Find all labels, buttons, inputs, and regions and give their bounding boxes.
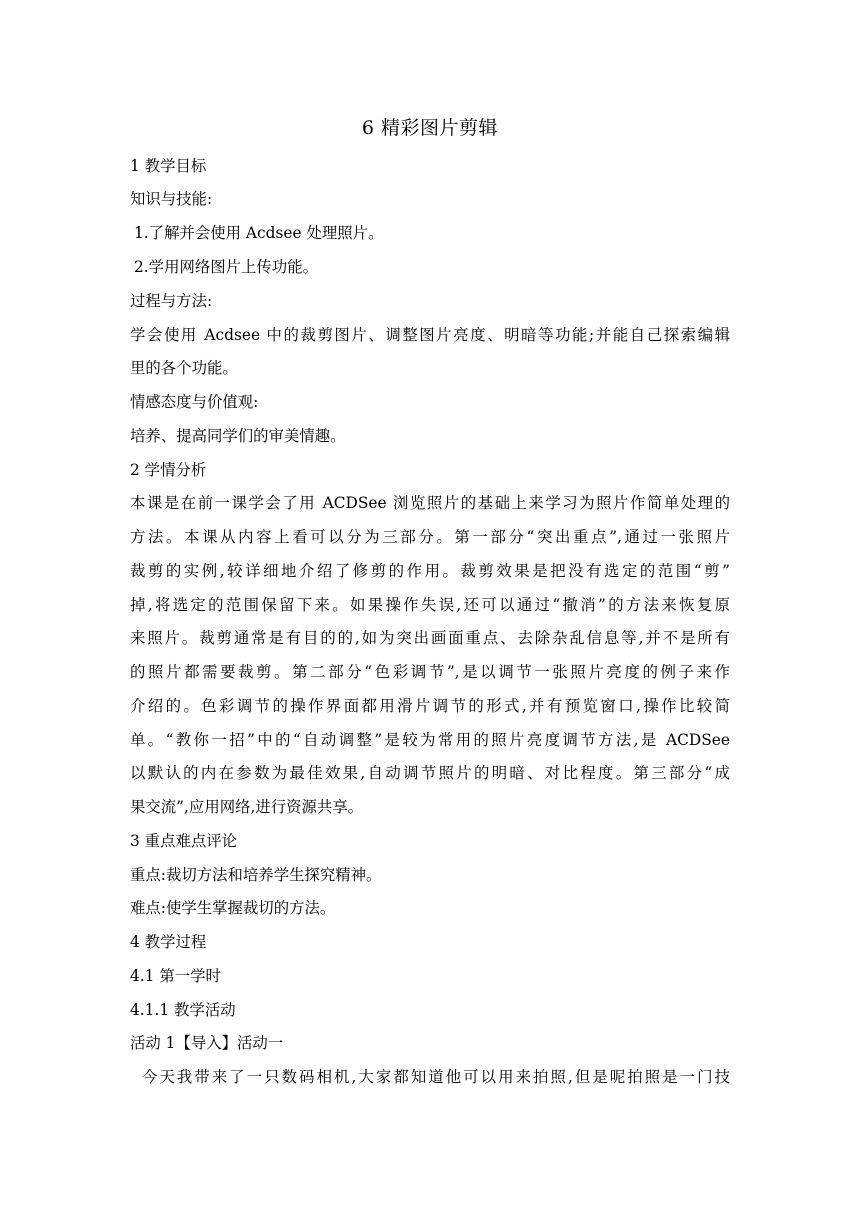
heading-teaching-process: 4 教学过程 — [130, 933, 207, 951]
difficulty-line: 难点:使学生掌握裁切的方法。 — [130, 899, 336, 917]
subheading-attitude-values: 情感态度与价值观: — [130, 393, 259, 411]
paragraph-line: 今天我带来了一只数码相机,大家都知道他可以用来拍照,但是呢拍照是一门技 — [142, 1068, 730, 1086]
heading-teaching-goals: 1 教学目标 — [130, 157, 207, 175]
heading-first-lesson: 4.1 第一学时 — [130, 967, 221, 985]
list-item-1: 1.了解并会使用 Acdsee 处理照片。 — [134, 224, 384, 242]
key-point-line: 重点:裁切方法和培养学生探究精神。 — [130, 866, 382, 884]
heading-teaching-activity: 4.1.1 教学活动 — [130, 1001, 236, 1019]
heading-student-analysis: 2 学情分析 — [130, 461, 207, 479]
paragraph-line: 来照片。裁剪通常是有目的的,如为突出画面重点、去除杂乱信息等,并不是所有 — [130, 629, 730, 647]
paragraph-line: 介绍的。色彩调节的操作界面都用滑片调节的形式,并有预览窗口,操作比较简 — [130, 697, 730, 715]
paragraph-line: 以默认的内在参数为最佳效果,自动调节照片的明暗、对比程度。第三部分“成 — [130, 764, 730, 782]
paragraph-line: 方法。本课从内容上看可以分为三部分。第一部分“突出重点”,通过一张照片 — [130, 528, 730, 546]
list-item-2: 2.学用网络图片上传功能。 — [134, 258, 318, 276]
heading-key-difficulties: 3 重点难点评论 — [130, 832, 238, 850]
paragraph-line: 单。“教你一招”中的“自动调整”是较为常用的照片亮度调节方法,是 ACDSee — [130, 731, 730, 749]
activity-heading: 活动 1【导入】活动一 — [130, 1034, 284, 1052]
paragraph-line: 培养、提高同学们的审美情趣。 — [130, 427, 346, 445]
paragraph-line: 学会使用 Acdsee 中的裁剪图片、调整图片亮度、明暗等功能;并能自己探索编辑 — [130, 326, 730, 344]
paragraph-line: 果交流”,应用网络,进行资源共享。 — [130, 798, 364, 816]
subheading-knowledge-skills: 知识与技能: — [130, 190, 213, 208]
paragraph-line: 掉,将选定的范围保留下来。如果操作失误,还可以通过“撤消”的方法来恢复原 — [130, 596, 730, 614]
paragraph-line: 裁剪的实例,较详细地介绍了修剪的作用。裁剪效果是把没有选定的范围“剪” — [130, 562, 730, 580]
paragraph-line: 本课是在前一课学会了用 ACDSee 浏览照片的基础上来学习为照片作简单处理的 — [130, 494, 730, 512]
document-title: 6 精彩图片剪辑 — [361, 117, 499, 139]
paragraph-line: 的照片都需要裁剪。第二部分“色彩调节”,是以调节一张照片亮度的例子来作 — [130, 663, 730, 681]
subheading-process-method: 过程与方法: — [130, 292, 213, 310]
paragraph-line: 里的各个功能。 — [130, 359, 238, 377]
